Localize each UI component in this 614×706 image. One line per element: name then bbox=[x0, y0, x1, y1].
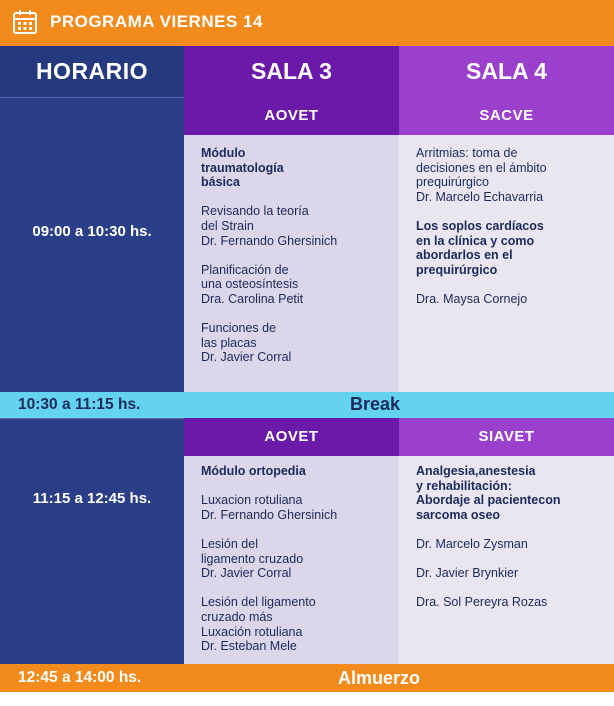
time-cell-slot2 bbox=[0, 418, 184, 664]
session-item: Módulo traumatología básica bbox=[201, 146, 284, 190]
session-item: Dr. Marcelo Zysman bbox=[416, 536, 528, 551]
time-cell-slot1 bbox=[0, 97, 184, 392]
sala4-slot2-content bbox=[399, 456, 614, 664]
session-item: Arritmias: toma de decisiones en el ámbito prequirúrgico Dr. Marcelo Echavarria bbox=[416, 146, 547, 204]
bottom-strip bbox=[0, 692, 614, 706]
column-header-horario: HORARIO bbox=[0, 46, 184, 97]
session-item: Analgesia,anestesia y rehabilitación: Abordaje al pacientecon sarcoma oseo bbox=[416, 464, 561, 522]
time-label-slot2: 11:15 a 12:45 hs. bbox=[32, 490, 152, 507]
time-label-slot1: 09:00 a 10:30 hs. bbox=[32, 223, 152, 240]
break-label: Break bbox=[349, 394, 401, 414]
page-title: PROGRAMA VIERNES 14 bbox=[50, 12, 263, 31]
program-header bbox=[0, 0, 614, 46]
lunch-time: 12:45 a 14:00 hs. bbox=[18, 669, 142, 686]
session-item: Lesión del ligamento cruzado Dr. Javier Corral bbox=[201, 536, 304, 581]
session-item: Revisando la teoría del Strain Dr. Fernando Ghersinich bbox=[201, 204, 338, 248]
sala3-slot1-content bbox=[184, 135, 399, 392]
session-item: Planificación de una osteosíntesis Dra. Carolina Petit bbox=[201, 262, 304, 306]
break-time: 10:30 a 11:15 hs. bbox=[18, 396, 141, 413]
session-item: Módulo ortopedia bbox=[201, 464, 306, 478]
column-header-sala3: SALA 3 bbox=[184, 46, 399, 97]
session-item: Luxacion rotuliana Dr. Fernando Ghersinich bbox=[201, 493, 338, 522]
column-header-sala4: SALA 4 bbox=[399, 46, 614, 97]
session-item: Funciones de las placas Dr. Javier Corral bbox=[201, 321, 292, 365]
session-item: Lesión del ligamento cruzado más Luxación rotuliana Dr. Esteban Mele bbox=[201, 595, 316, 654]
org-label-sala4-slot1: SACVE bbox=[399, 97, 614, 135]
lunch-bar bbox=[0, 664, 614, 692]
sala4-slot1-content bbox=[399, 135, 614, 392]
session-item: Dra. Sol Pereyra Rozas bbox=[416, 595, 548, 610]
session-item: Dra. Maysa Cornejo bbox=[416, 291, 528, 306]
break-bar bbox=[0, 392, 614, 418]
lunch-label: Almuerzo bbox=[337, 668, 420, 688]
calendar-icon bbox=[12, 9, 38, 35]
session-item: Dr. Javier Brynkier bbox=[416, 566, 519, 581]
session-item: Los soplos cardíacos en la clínica y como abordarlos en el prequirúrgico bbox=[416, 218, 544, 277]
org-label-sala3-slot2: AOVET bbox=[184, 418, 399, 456]
org-label-sala3-slot1: AOVET bbox=[184, 97, 399, 135]
sala3-slot2-content bbox=[184, 456, 399, 664]
org-label-sala4-slot2: SIAVET bbox=[399, 418, 614, 456]
